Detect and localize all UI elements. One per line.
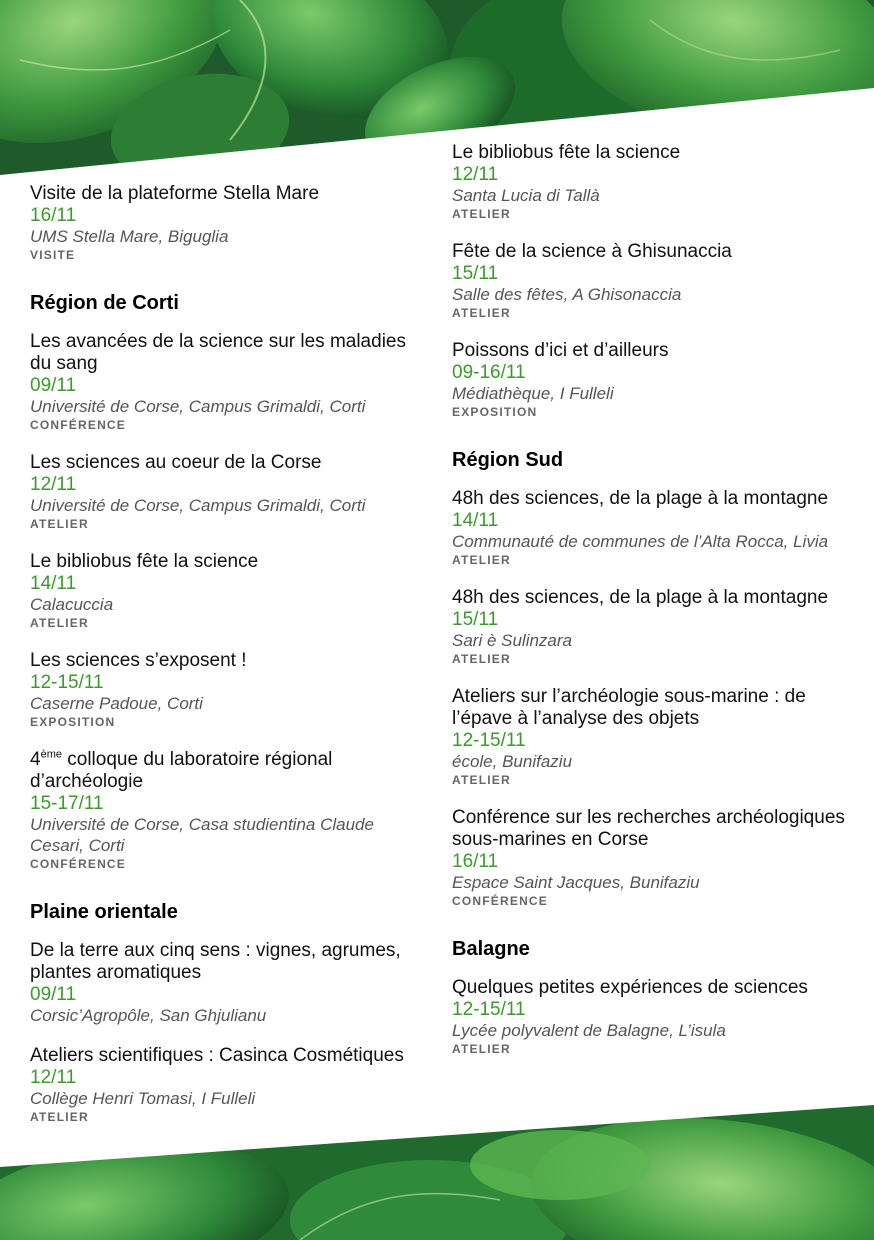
event-title: Quelques petites expériences de sciences — [452, 977, 808, 998]
event-type: ATELIER — [30, 517, 89, 531]
event-item — [30, 452, 410, 532]
event-item — [30, 331, 410, 433]
event-type: ATELIER — [452, 306, 511, 320]
event-item — [452, 241, 852, 321]
left-column — [30, 183, 410, 1144]
event-title: Le bibliobus fête la science — [30, 551, 259, 572]
event-title: Fête de la science à Ghisunaccia — [452, 241, 732, 262]
event-title: Visite de la plateforme Stella Mare — [30, 183, 320, 204]
event-place: Corsic’Agropôle, San Ghjulianu — [30, 1006, 267, 1025]
event-title: Les sciences s’exposent ! — [30, 650, 247, 671]
event-place: Médiathèque, I Fulleli — [452, 384, 614, 403]
event-item — [30, 650, 410, 730]
event-item — [452, 807, 852, 909]
ordinal-suffix: ème — [40, 748, 62, 761]
region-heading-corti: Région de Corti — [30, 292, 179, 314]
event-title: 48h des sciences, de la plage à la montagne — [452, 587, 829, 608]
event-title: Ateliers scientifiques : Casinca Cosmétiques — [30, 1045, 404, 1066]
event-date: 12-15/11 — [452, 999, 526, 1020]
event-title: Les sciences au coeur de la Corse — [30, 452, 322, 473]
event-type: EXPOSITION — [452, 405, 538, 419]
event-title-text: colloque du laboratoire régional d’archéologie — [30, 749, 333, 792]
event-title: Le bibliobus fête la science — [452, 142, 681, 163]
event-date: 12/11 — [30, 474, 77, 495]
event-date: 14/11 — [30, 573, 77, 594]
event-date: 16/11 — [452, 851, 499, 872]
event-date: 12/11 — [30, 1067, 77, 1088]
event-place: Salle des fêtes, A Ghisonaccia — [452, 285, 682, 304]
event-type: EXPOSITION — [30, 715, 116, 729]
event-type: ATELIER — [30, 1110, 89, 1124]
event-place: Espace Saint Jacques, Bunifaziu — [452, 873, 700, 892]
event-item — [452, 686, 852, 788]
event-item — [30, 1045, 410, 1125]
region-heading-sud: Région Sud — [452, 449, 564, 471]
event-type: VISITE — [30, 248, 76, 262]
event-type: ATELIER — [452, 773, 511, 787]
region-heading-balagne: Balagne — [452, 938, 530, 960]
event-place: Université de Corse, Campus Grimaldi, Corti — [30, 397, 366, 416]
event-type: ATELIER — [452, 207, 511, 221]
event-title: Poissons d’ici et d’ailleurs — [452, 340, 669, 361]
event-date: 15-17/11 — [30, 793, 104, 814]
event-place: Communauté de communes de l’Alta Rocca, Livia — [452, 532, 829, 551]
event-type: ATELIER — [452, 1042, 511, 1056]
event-date: 09/11 — [30, 375, 77, 396]
event-date: 15/11 — [452, 609, 499, 630]
right-column — [452, 142, 852, 1076]
event-type: ATELIER — [452, 553, 511, 567]
event-date: 12-15/11 — [30, 672, 104, 693]
event-date: 12-15/11 — [452, 730, 526, 751]
event-place: Calacuccia — [30, 595, 114, 614]
event-item — [452, 340, 852, 420]
event-place: Santa Lucia di Tallà — [452, 186, 600, 205]
event-item — [30, 940, 410, 1026]
event-type: CONFÉRENCE — [452, 894, 549, 908]
event-title: 48h des sciences, de la plage à la montagne — [452, 488, 829, 509]
event-date: 09/11 — [30, 984, 77, 1005]
event-place: Collège Henri Tomasi, I Fulleli — [30, 1089, 256, 1108]
event-place: école, Bunifaziu — [452, 752, 573, 771]
event-type: CONFÉRENCE — [30, 418, 127, 432]
event-date: 09-16/11 — [452, 362, 526, 383]
ordinal-number: 4 — [30, 749, 41, 770]
event-date: 12/11 — [452, 164, 499, 185]
event-type: ATELIER — [452, 652, 511, 666]
event-title — [30, 749, 410, 793]
region-heading-plaine-orientale: Plaine orientale — [30, 901, 178, 923]
event-place: Sari è Sulinzara — [452, 631, 573, 650]
event-date: 15/11 — [452, 263, 499, 284]
event-item — [452, 488, 852, 568]
event-place: Caserne Padoue, Corti — [30, 694, 203, 713]
event-place: Université de Corse, Casa studientina Claude Cesari, Corti — [30, 815, 374, 855]
event-item — [452, 142, 852, 222]
event-title: Conférence sur les recherches archéologiques sous-marines en Corse — [452, 807, 845, 850]
event-place: UMS Stella Mare, Biguglia — [30, 227, 229, 246]
event-item — [452, 587, 852, 667]
event-title: De la terre aux cinq sens : vignes, agrumes, plantes aromatiques — [30, 940, 401, 983]
event-place: Université de Corse, Campus Grimaldi, Corti — [30, 496, 366, 515]
event-item — [30, 551, 410, 631]
event-place: Lycée polyvalent de Balagne, L’isula — [452, 1021, 726, 1040]
event-item — [30, 183, 410, 263]
event-date: 16/11 — [30, 205, 77, 226]
event-title: Ateliers sur l’archéologie sous-marine : de l’épave à l’analyse des objets — [452, 686, 806, 729]
event-date: 14/11 — [452, 510, 499, 531]
event-type: CONFÉRENCE — [30, 857, 127, 871]
event-title: Les avancées de la science sur les maladies du sang — [30, 331, 406, 374]
event-item — [30, 749, 410, 872]
event-type: ATELIER — [30, 616, 89, 630]
event-item — [452, 977, 852, 1057]
